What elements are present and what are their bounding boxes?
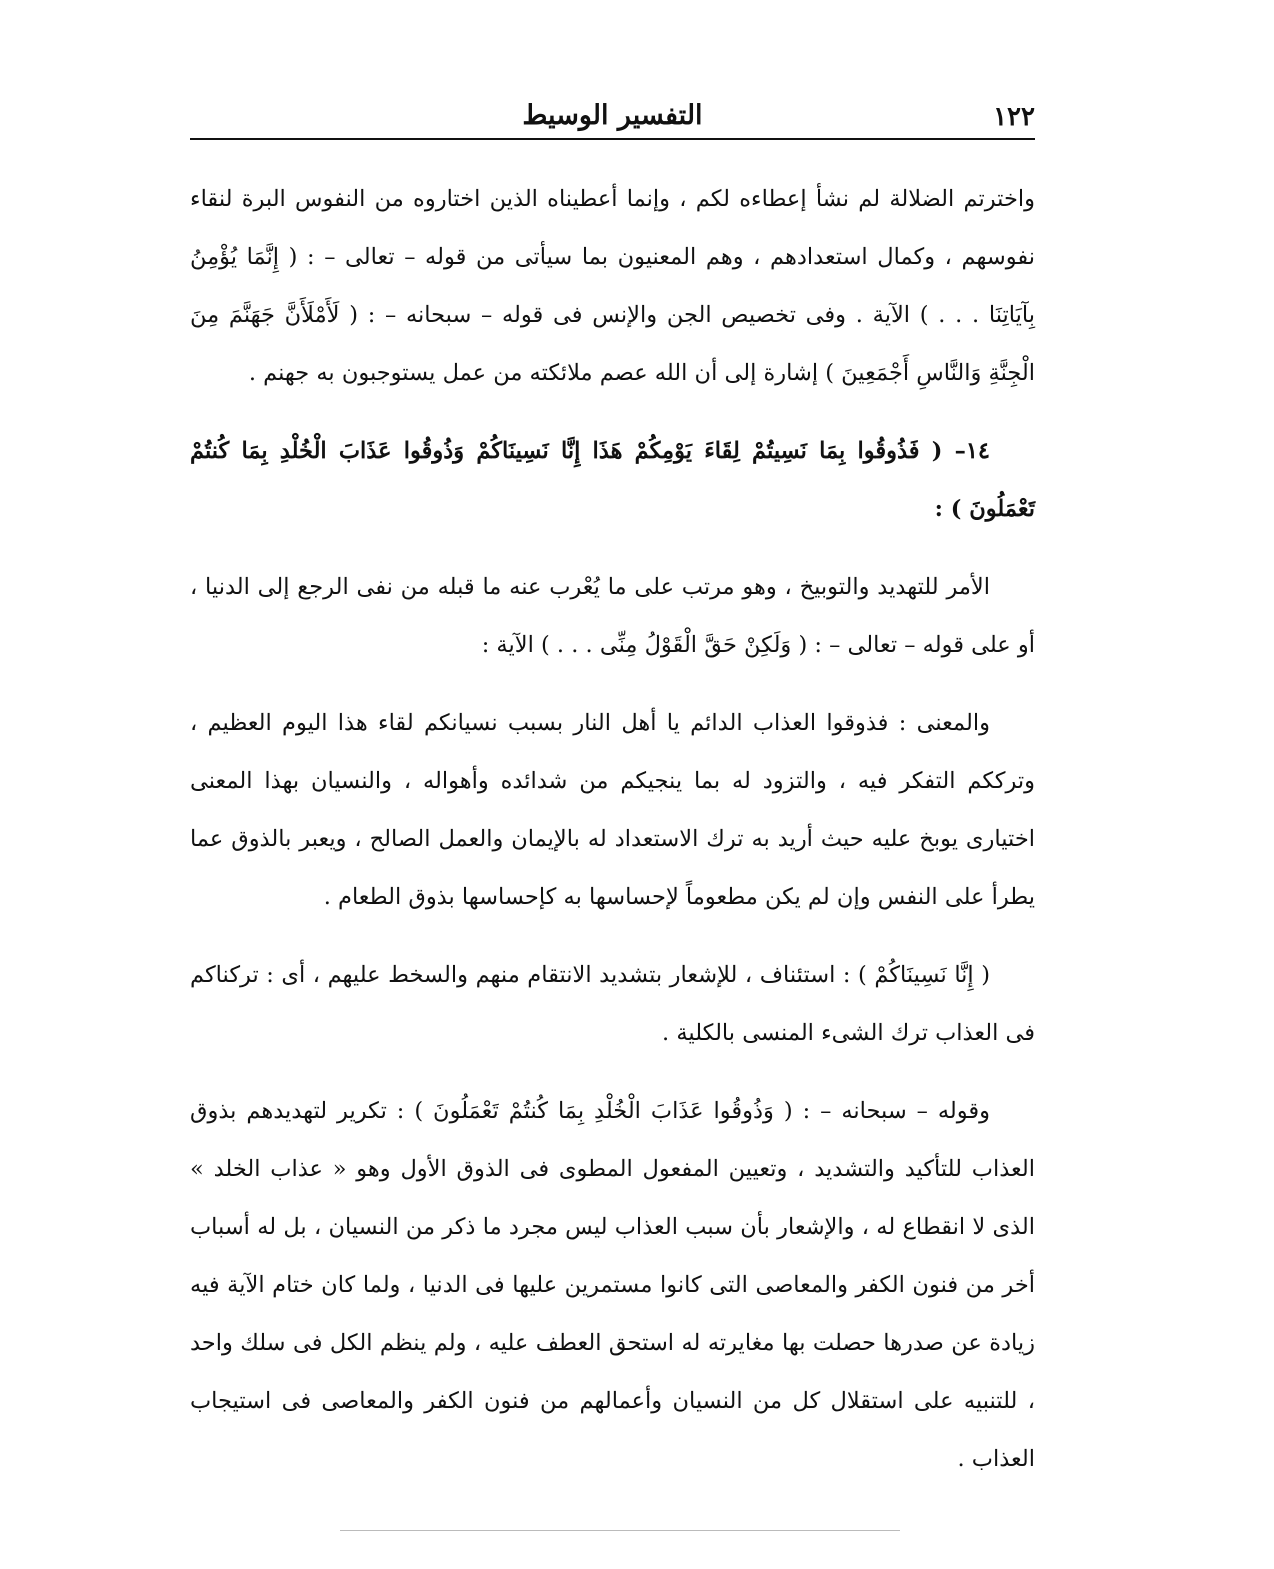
page-number: ١٢٢ — [993, 102, 1035, 132]
paragraph: والمعنى : فذوقوا العذاب الدائم يا أهل النار بسبب نسيانكم لقاء هذا اليوم العظيم ، وترككم التفكر فيه ، والتزود له بما ينجيكم من شدائده وأهواله ، والنسيان بهذا المعنى اختيارى يوبخ عليه حيث أريد به ترك الاستعداد له بالإيمان والعمل الصالح ، ويعبر بالذوق عما يطرأ على النفس وإن لم يكن مطعوماً لإحساسها به كإحساسها بذوق الطعام . — [190, 710, 1035, 910]
header-rule — [190, 138, 1035, 140]
paragraph: الأمر للتهديد والتوبيخ ، وهو مرتب على ما يُعْرب عنه ما قبله من نفى الرجع إلى الدنيا ، أو على قوله – تعالى – : ( وَلَكِنْ حَقَّ الْقَوْلُ مِنِّى . . . ) الآية : — [190, 574, 1035, 658]
paragraph: ( إِنَّا نَسِينَاكُمْ ) : استئناف ، للإشعار بتشديد الانتقام منهم والسخط عليهم ، أى : تركناكم فى العذاب ترك الشىء المنسى بالكلية . — [190, 962, 1035, 1046]
verse-paragraph: ١٤– ( فَذُوقُوا بِمَا نَسِيتُمْ لِقَاءَ يَوْمِكُمْ هَذَا إِنَّا نَسِينَاكُمْ وَذُوقُوا عَذَابَ الْخُلْدِ بِمَا كُنتُمْ تَعْمَلُونَ ) : — [190, 438, 1035, 522]
footer-rule — [340, 1530, 900, 1531]
paragraph: واخترتم الضلالة لم نشأ إعطاءه لكم ، وإنما أعطيناه الذين اختاروه من النفوس البرة لنقاء نفوسهم ، وكمال استعدادهم ، وهم المعنيون بما سيأتى من قوله – تعالى – : ( إِنَّمَا يُؤْمِنُ بِآيَاتِنَا . . . ) الآية . وفى تخصيص الجن والإنس فى قوله – سبحانه – : ( لَأَمْلَأَنَّ جَهَنَّمَ مِنَ الْجِنَّةِ وَالنَّاسِ أَجْمَعِينَ ) إشارة إلى أن الله عصم ملائكته من عمل يستوجبون به جهنم . — [190, 186, 1035, 386]
paragraph: وقوله – سبحانه – : ( وَذُوقُوا عَذَابَ الْخُلْدِ بِمَا كُنتُمْ تَعْمَلُونَ ) : تكرير لتهديدهم بذوق العذاب للتأكيد والتشديد ، وتعيين المفعول المطوى فى الذوق الأول وهو « عذاب الخلد » الذى لا انقطاع له ، والإشعار بأن سبب العذاب ليس مجرد ما ذكر من النسيان ، بل له أسباب أخر من فنون الكفر والمعاصى التى كانوا مستمرين عليها فى الدنيا ، ولما كان ختام الآية فيه زيادة عن صدرها حصلت بها مغايرته له استحق العطف عليه ، ولم ينظم الكل فى سلك واحد ، للتنبيه على استقلال كل من النسيان وأعمالهم من فنون الكفر والمعاصى فى استيجاب العذاب . — [190, 1098, 1035, 1472]
running-title: التفسير الوسيط — [522, 100, 703, 131]
page-header — [190, 96, 1035, 140]
body-text — [190, 170, 1035, 1508]
